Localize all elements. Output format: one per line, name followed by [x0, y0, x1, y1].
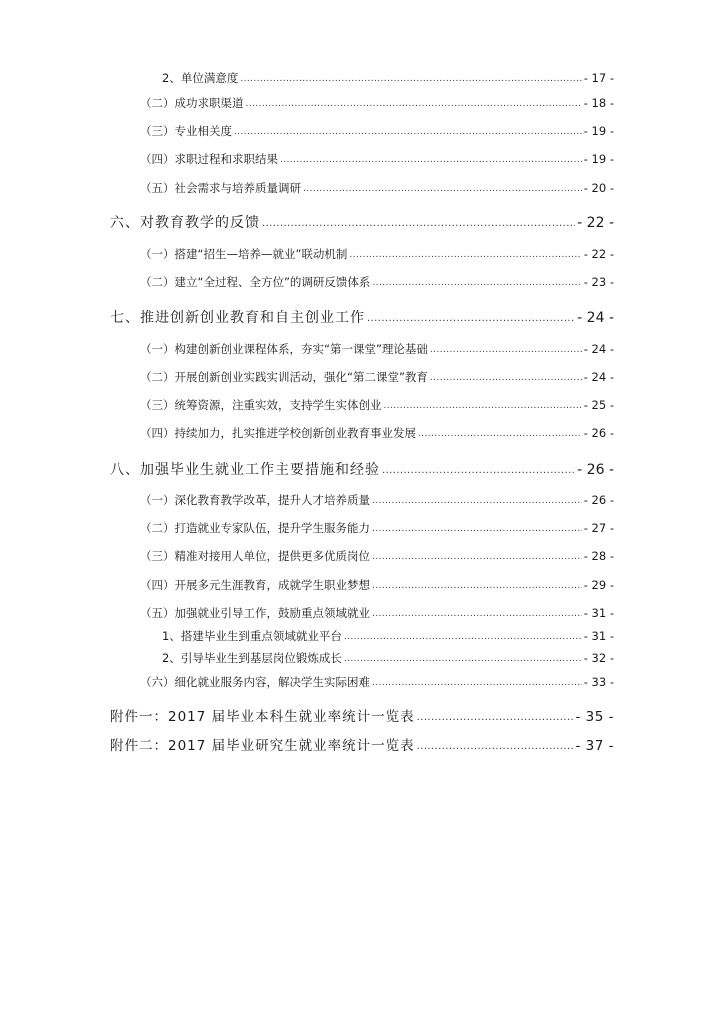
toc-page-number: - 24 - [577, 310, 614, 326]
toc-page-number: - 26 - [583, 426, 614, 440]
toc-entry-label: （三）专业相关度 [140, 124, 232, 138]
toc-entry[interactable] [162, 650, 614, 666]
toc-entry-appendix-2[interactable] [110, 734, 614, 754]
dot-leader [384, 397, 582, 411]
toc-entry[interactable] [140, 548, 614, 564]
toc-page-number: - 32 - [583, 651, 614, 665]
toc-entry-label: （二）建立“全过程、全方位”的调研反馈体系 [140, 275, 371, 289]
dot-leader [430, 369, 582, 383]
toc-page-number: - 35 - [575, 709, 614, 725]
toc-entry-label: 1、搭建毕业生到重点领域就业平台 [162, 629, 342, 643]
toc-entry[interactable] [162, 70, 614, 86]
toc-entry-label: （二）打造就业专家队伍，提升学生服务能力 [140, 521, 370, 535]
toc-page-number: - 37 - [575, 738, 614, 754]
toc-page-number: - 26 - [583, 493, 614, 507]
toc-page-number: - 33 - [583, 675, 614, 689]
toc-entry[interactable] [140, 425, 614, 441]
toc-entry-label: （一）深化教育教学改革，提升人才培养质量 [140, 493, 370, 507]
toc-entry-label: （五）社会需求与培养质量调研 [140, 181, 301, 195]
dot-leader [367, 309, 575, 325]
toc-page-number: - 20 - [583, 181, 614, 195]
toc-page-number: - 31 - [583, 629, 614, 643]
dot-leader [417, 737, 574, 753]
toc-page-number: - 19 - [583, 124, 614, 138]
toc-page-number: - 27 - [583, 521, 614, 535]
toc-entry[interactable] [140, 605, 614, 621]
toc-page-number: - 26 - [577, 462, 614, 478]
toc-entry-label: （四）求职过程和求职结果 [140, 152, 278, 166]
dot-leader [372, 548, 582, 562]
toc-page-number: - 22 - [577, 215, 614, 231]
toc-entry-label: 六、对教育教学的反馈 [110, 215, 260, 231]
dot-leader [262, 214, 575, 230]
toc-entry[interactable] [140, 180, 614, 196]
toc-entry[interactable] [140, 492, 614, 508]
toc-page-number: - 24 - [583, 370, 614, 384]
toc-page-number: - 28 - [583, 549, 614, 563]
dot-leader [372, 577, 582, 591]
dot-leader [349, 246, 581, 260]
dot-leader [382, 461, 575, 477]
dot-leader [372, 274, 581, 288]
toc-entry-label: 2、单位满意度 [162, 71, 239, 85]
toc-entry[interactable] [110, 212, 614, 232]
toc-entry-label: （四）开展多元生涯教育，成就学生职业梦想 [140, 578, 370, 592]
toc-entry-label: （一）搭建“招生—培养—就业”联动机制 [140, 247, 348, 261]
dot-leader [234, 123, 582, 137]
dot-leader [430, 341, 582, 355]
toc-page-number: - 29 - [583, 578, 614, 592]
toc-entry[interactable] [110, 459, 614, 479]
toc-entry[interactable] [140, 674, 614, 690]
toc-entry[interactable] [140, 274, 614, 290]
toc-entry-label: （一）构建创新创业课程体系，夯实“第一课堂”理论基础 [140, 342, 428, 356]
toc-entry-label: （五）加强就业引导工作，鼓励重点领域就业 [140, 606, 370, 620]
dot-leader [372, 605, 582, 619]
toc-page-number: - 23 - [583, 275, 614, 289]
toc-entry-label: （六）细化就业服务内容，解决学生实际困难 [140, 675, 370, 689]
toc-page-number: - 22 - [583, 247, 614, 261]
toc-entry-label: 附件二：2017 届毕业研究生就业率统计一览表 [110, 738, 415, 754]
toc-page-number: - 25 - [583, 398, 614, 412]
dot-leader [280, 151, 582, 165]
toc-entry[interactable] [162, 628, 614, 644]
toc-entry-label: 七、推进创新创业教育和自主创业工作 [110, 310, 365, 326]
dot-leader [344, 628, 582, 642]
toc-entry-label: 八、加强毕业生就业工作主要措施和经验 [110, 462, 380, 478]
dot-leader [372, 674, 582, 688]
dot-leader [344, 650, 582, 664]
toc-entry[interactable] [140, 341, 614, 357]
toc-entry[interactable] [140, 397, 614, 413]
toc-entry-label: （三）精准对接用人单位，提供更多优质岗位 [140, 549, 370, 563]
dot-leader [372, 520, 582, 534]
toc-entry[interactable] [110, 307, 614, 327]
toc-entry-label: （三）统筹资源，注重实效，支持学生实体创业 [140, 398, 382, 412]
toc-entry-label: 附件一：2017 届毕业本科生就业率统计一览表 [110, 709, 415, 725]
toc-page-number: - 18 - [583, 96, 614, 110]
toc-entry[interactable] [140, 95, 614, 111]
dot-leader [417, 708, 574, 724]
toc-entry[interactable] [140, 123, 614, 139]
toc-entry-label: （二）成功求职渠道 [140, 96, 244, 110]
dot-leader [372, 492, 582, 506]
dot-leader [303, 180, 582, 194]
toc-entry[interactable] [140, 577, 614, 593]
toc-entry[interactable] [140, 369, 614, 385]
toc-page-number: - 24 - [583, 342, 614, 356]
toc-entry-label: （二）开展创新创业实践实训活动，强化“第二课堂”教育 [140, 370, 428, 384]
toc-entry[interactable] [140, 520, 614, 536]
dot-leader [418, 425, 582, 439]
dot-leader [240, 70, 581, 84]
toc-page-number: - 17 - [583, 71, 614, 85]
toc-entry[interactable] [140, 246, 614, 262]
toc-entry-label: （四）持续加力，扎实推进学校创新创业教育事业发展 [140, 426, 416, 440]
dot-leader [246, 95, 582, 109]
toc-entry-label: 2、引导毕业生到基层岗位锻炼成长 [162, 651, 342, 665]
toc-entry[interactable] [140, 151, 614, 167]
toc-page-number: - 31 - [583, 606, 614, 620]
toc-page-number: - 19 - [583, 152, 614, 166]
toc-entry-appendix-1[interactable] [110, 705, 614, 725]
